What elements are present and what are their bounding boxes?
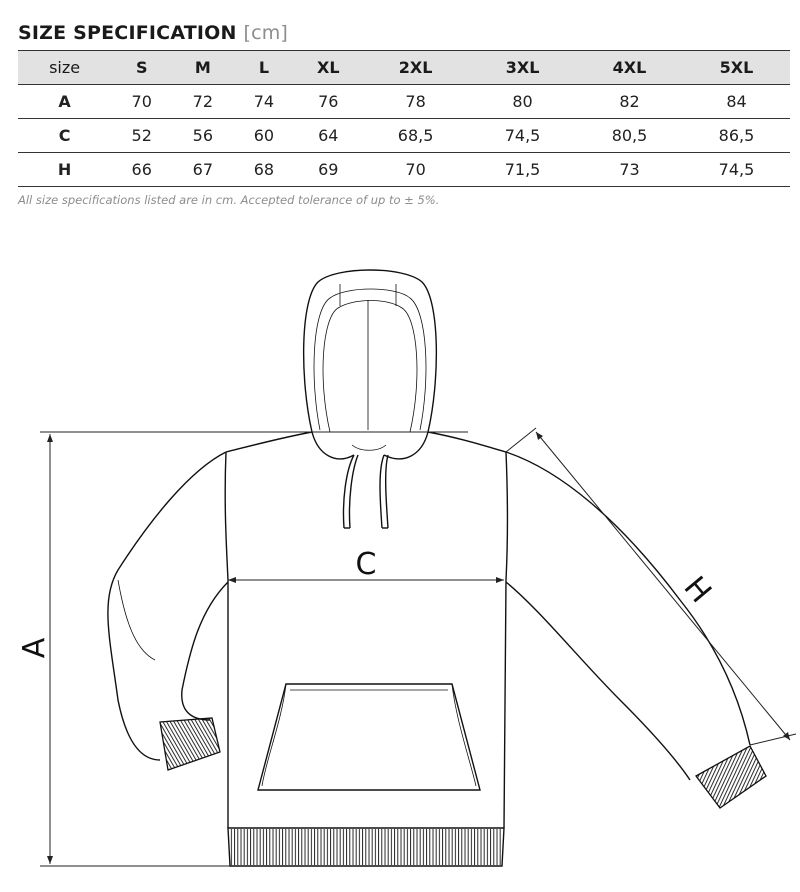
table-cell: 78 bbox=[362, 85, 469, 119]
table-cell: 74 bbox=[233, 85, 294, 119]
hoodie-icon bbox=[108, 270, 750, 866]
row-label: A bbox=[18, 85, 111, 119]
table-cell: 52 bbox=[111, 119, 172, 153]
label-c: C bbox=[355, 547, 377, 582]
size-col-header: S bbox=[111, 51, 172, 85]
dimension-a bbox=[40, 432, 468, 866]
table-cell: 66 bbox=[111, 153, 172, 187]
size-col-header: L bbox=[233, 51, 294, 85]
table-cell: 86,5 bbox=[683, 119, 790, 153]
tolerance-note: All size specifications listed are in cm. Accepted tolerance of up to ± 5%. bbox=[18, 193, 440, 207]
table-cell: 56 bbox=[172, 119, 233, 153]
table-cell: 67 bbox=[172, 153, 233, 187]
hem-rib-icon bbox=[230, 829, 502, 865]
table-cell: 74,5 bbox=[683, 153, 790, 187]
table-cell: 69 bbox=[294, 153, 362, 187]
dimension-h bbox=[506, 428, 796, 745]
size-header-label: size bbox=[18, 51, 111, 85]
table-cell: 64 bbox=[294, 119, 362, 153]
table-cell: 72 bbox=[172, 85, 233, 119]
size-col-header: 2XL bbox=[362, 51, 469, 85]
row-label: H bbox=[18, 153, 111, 187]
table-cell: 74,5 bbox=[469, 119, 576, 153]
title-text: SIZE SPECIFICATION bbox=[18, 22, 237, 44]
table-cell: 60 bbox=[233, 119, 294, 153]
size-col-header: 4XL bbox=[576, 51, 683, 85]
table-cell: 68 bbox=[233, 153, 294, 187]
label-a: A bbox=[17, 637, 52, 659]
size-col-header: XL bbox=[294, 51, 362, 85]
title-unit: [cm] bbox=[243, 22, 289, 44]
left-cuff-icon bbox=[160, 718, 220, 770]
table-cell: 76 bbox=[294, 85, 362, 119]
table-cell: 68,5 bbox=[362, 119, 469, 153]
table-cell: 84 bbox=[683, 85, 790, 119]
label-h: H bbox=[676, 570, 718, 610]
table-cell: 70 bbox=[111, 85, 172, 119]
row-label: C bbox=[18, 119, 111, 153]
table-cell: 71,5 bbox=[469, 153, 576, 187]
table-cell: 70 bbox=[362, 153, 469, 187]
table-cell: 80,5 bbox=[576, 119, 683, 153]
table-cell: 80 bbox=[469, 85, 576, 119]
table-cell: 82 bbox=[576, 85, 683, 119]
size-col-header: 3XL bbox=[469, 51, 576, 85]
size-col-header: 5XL bbox=[683, 51, 790, 85]
table-cell: 73 bbox=[576, 153, 683, 187]
right-cuff-icon bbox=[696, 746, 766, 808]
size-col-header: M bbox=[172, 51, 233, 85]
